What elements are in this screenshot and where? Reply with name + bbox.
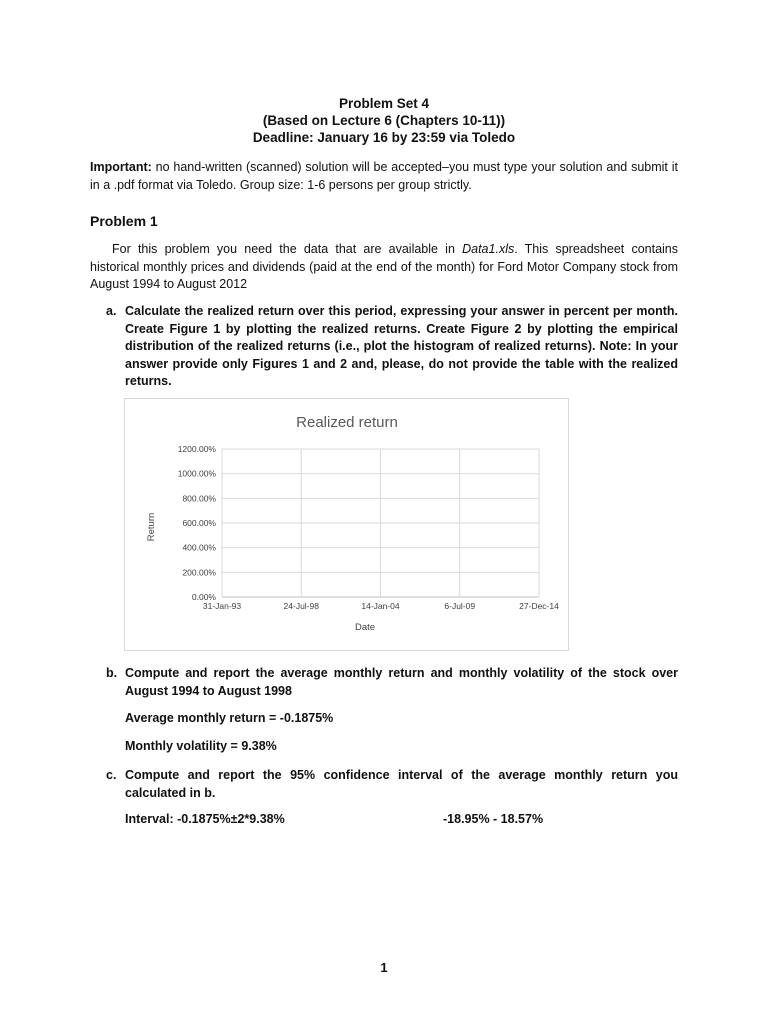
- x-axis-ticks: [203, 601, 559, 611]
- item-c: [106, 767, 678, 802]
- problem-set-title: Problem Set 4: [338, 96, 430, 111]
- y-tick-label: 800.00%: [182, 493, 216, 504]
- x-tick-label: 31-Jan-93: [202, 601, 242, 611]
- y-axis-label: Return: [146, 512, 157, 542]
- item-b: [106, 665, 678, 700]
- item-b-text: Compute and report the average monthly return and monthly volatility of the stock over August 1994 to August 1998: [125, 666, 678, 698]
- intro-pre: For this problem you need the data that are available in: [112, 242, 463, 256]
- deadline-line: Deadline: January 16 by 23:59 via Toledo: [252, 130, 516, 145]
- item-a-text: Calculate the realized return over this period, expressing your answer in percent per month. Create Figure 1 by plotting the realized returns. Create Figure 2 by plotting the empirical distribution of the realized returns (i.e., plot the histogram of realized returns). Note: In your answer provide only Figures 1 and 2 and, please, do not provide the table with the realized returns.: [125, 304, 678, 388]
- x-tick-label: 27-Dec-14: [519, 601, 559, 611]
- confidence-interval-formula: Interval: -0.1875%±2*9.38%: [125, 812, 285, 826]
- intro-post: . This spreadsheet contains historical monthly prices and dividends (paid at the end of the month) for Ford Motor Company stock from August 1994 to August 2012: [90, 242, 679, 291]
- x-axis-label: Date: [354, 622, 376, 633]
- chart-svg: [125, 399, 568, 650]
- problem-heading: Problem 1: [90, 213, 158, 229]
- x-tick-label: 6-Jul-09: [444, 601, 476, 611]
- important-notice: [90, 159, 678, 194]
- item-c-text: Compute and report the 95% confidence interval of the average monthly return you calculated in b.: [125, 768, 678, 800]
- confidence-interval-range: -18.95% - 18.57%: [443, 812, 544, 826]
- chart-grid: [222, 449, 539, 597]
- x-tick-label: 24-Jul-98: [283, 601, 319, 611]
- problem-intro: [90, 241, 678, 294]
- y-tick-label: 600.00%: [182, 518, 216, 528]
- item-b-letter: b.: [106, 666, 118, 680]
- chart-title: Realized return: [296, 414, 398, 431]
- realized-return-chart: [124, 398, 569, 651]
- y-axis-ticks: [178, 444, 217, 602]
- monthly-volatility: Monthly volatility = 9.38%: [125, 739, 277, 753]
- data-file-name: Data1.xls: [462, 242, 515, 256]
- y-tick-label: 400.00%: [182, 542, 216, 553]
- lecture-subtitle: (Based on Lecture 6 (Chapters 10-11)): [262, 113, 506, 128]
- page-number: 1: [380, 960, 388, 975]
- y-tick-label: 200.00%: [182, 567, 216, 578]
- item-a: [106, 303, 678, 391]
- item-c-letter: c.: [106, 768, 117, 782]
- average-monthly-return: Average monthly return = -0.1875%: [125, 711, 334, 725]
- y-tick-label: 0.00%: [191, 592, 216, 602]
- important-text: no hand-written (scanned) solution will be accepted–you must type your solution and submit it in a .pdf format via Toledo. Group size: 1-6 persons per group strictly.: [90, 160, 678, 192]
- y-tick-label: 1200.00%: [177, 444, 216, 454]
- y-tick-label: 1000.00%: [177, 468, 216, 479]
- x-tick-label: 14-Jan-04: [361, 601, 400, 611]
- item-a-letter: a.: [106, 304, 117, 318]
- important-label: Important:: [90, 160, 152, 174]
